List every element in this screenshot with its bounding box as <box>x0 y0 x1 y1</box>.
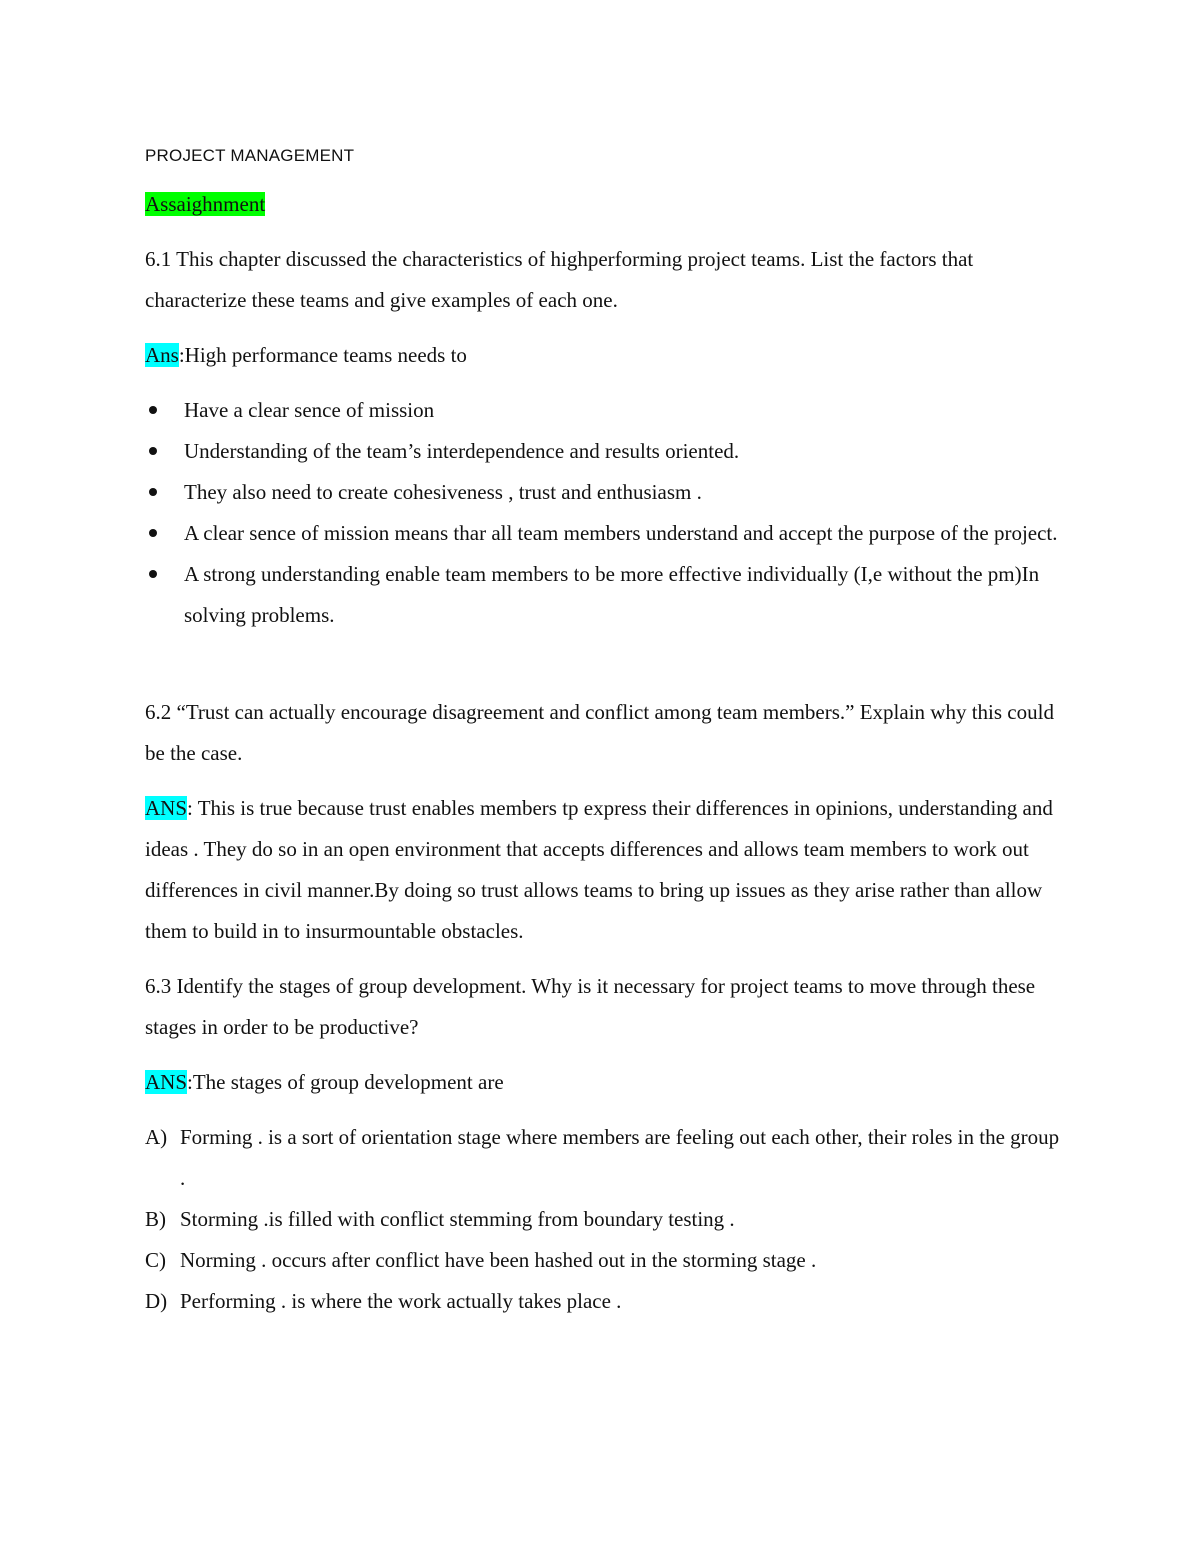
answer-label: ANS <box>145 1070 188 1094</box>
question-6-3: 6.3 Identify the stages of group development. Why is it necessary for project teams to move through these stages in order to be productive? <box>145 974 1036 1039</box>
list-item: A strong understanding enable team members to be more effective individually (I,e without the pm)In solving problems. <box>145 554 1065 636</box>
list-item: A clear sence of mission means thar all team members understand and accept the purpose of the project. <box>145 513 1065 554</box>
highlighted-subtitle: Assaighnment <box>145 192 266 216</box>
list-item <box>145 1199 1065 1240</box>
question-6-2: 6.2 “Trust can actually encourage disagreement and conflict among team members.” Explain why this could be the case. <box>145 700 1054 765</box>
list-item: Have a clear sence of mission <box>145 390 1065 431</box>
list-item-text: Performing . is where the work actually takes place . <box>180 1289 622 1313</box>
answer-6-3-intro <box>145 1062 1065 1103</box>
document-subtitle <box>145 184 1065 225</box>
list-marker: C) <box>145 1248 166 1272</box>
answer-text: :The stages of group development are <box>187 1070 504 1094</box>
answer-label: ANS <box>145 796 188 820</box>
document-body <box>145 140 1065 1322</box>
spacer <box>145 650 1065 692</box>
list-item-text: Storming .is filled with conflict stemming from boundary testing . <box>180 1207 735 1231</box>
document-title: PROJECT MANAGEMENT <box>145 146 355 165</box>
answer-6-1-intro <box>145 335 1065 376</box>
question-6-1: 6.1 This chapter discussed the characteristics of highperforming project teams. List the factors that characterize these teams and give examples of each one. <box>145 247 974 312</box>
list-marker: A) <box>145 1125 168 1149</box>
list-marker: B) <box>145 1207 166 1231</box>
list-item: They also need to create cohesiveness , trust and enthusiasm . <box>145 472 1065 513</box>
list-item-text: Norming . occurs after conflict have been hashed out in the storming stage . <box>180 1248 817 1272</box>
list-marker: D) <box>145 1289 168 1313</box>
list-item <box>145 1117 1065 1199</box>
list-item <box>145 1281 1065 1322</box>
answer-text: : This is true because trust enables members tp express their differences in opinions, understanding and ideas . They do so in an open environment that accepts differences and allows team members to work out differences in civil manner.By doing so trust allows teams to bring up issues as they arise rather than allow them to build in to insurmountable obstacles. <box>145 796 1053 943</box>
answer-label: Ans <box>145 343 179 367</box>
list-item <box>145 1240 1065 1281</box>
list-item: Understanding of the team’s interdependence and results oriented. <box>145 431 1065 472</box>
answer-text: :High performance teams needs to <box>178 343 467 367</box>
answer-6-1-bullets <box>145 390 1065 636</box>
answer-6-3-stages <box>145 1117 1065 1322</box>
answer-6-2 <box>145 788 1065 952</box>
list-item-text: Forming . is a sort of orientation stage where members are feeling out each other, their roles in the group . <box>180 1125 1060 1190</box>
